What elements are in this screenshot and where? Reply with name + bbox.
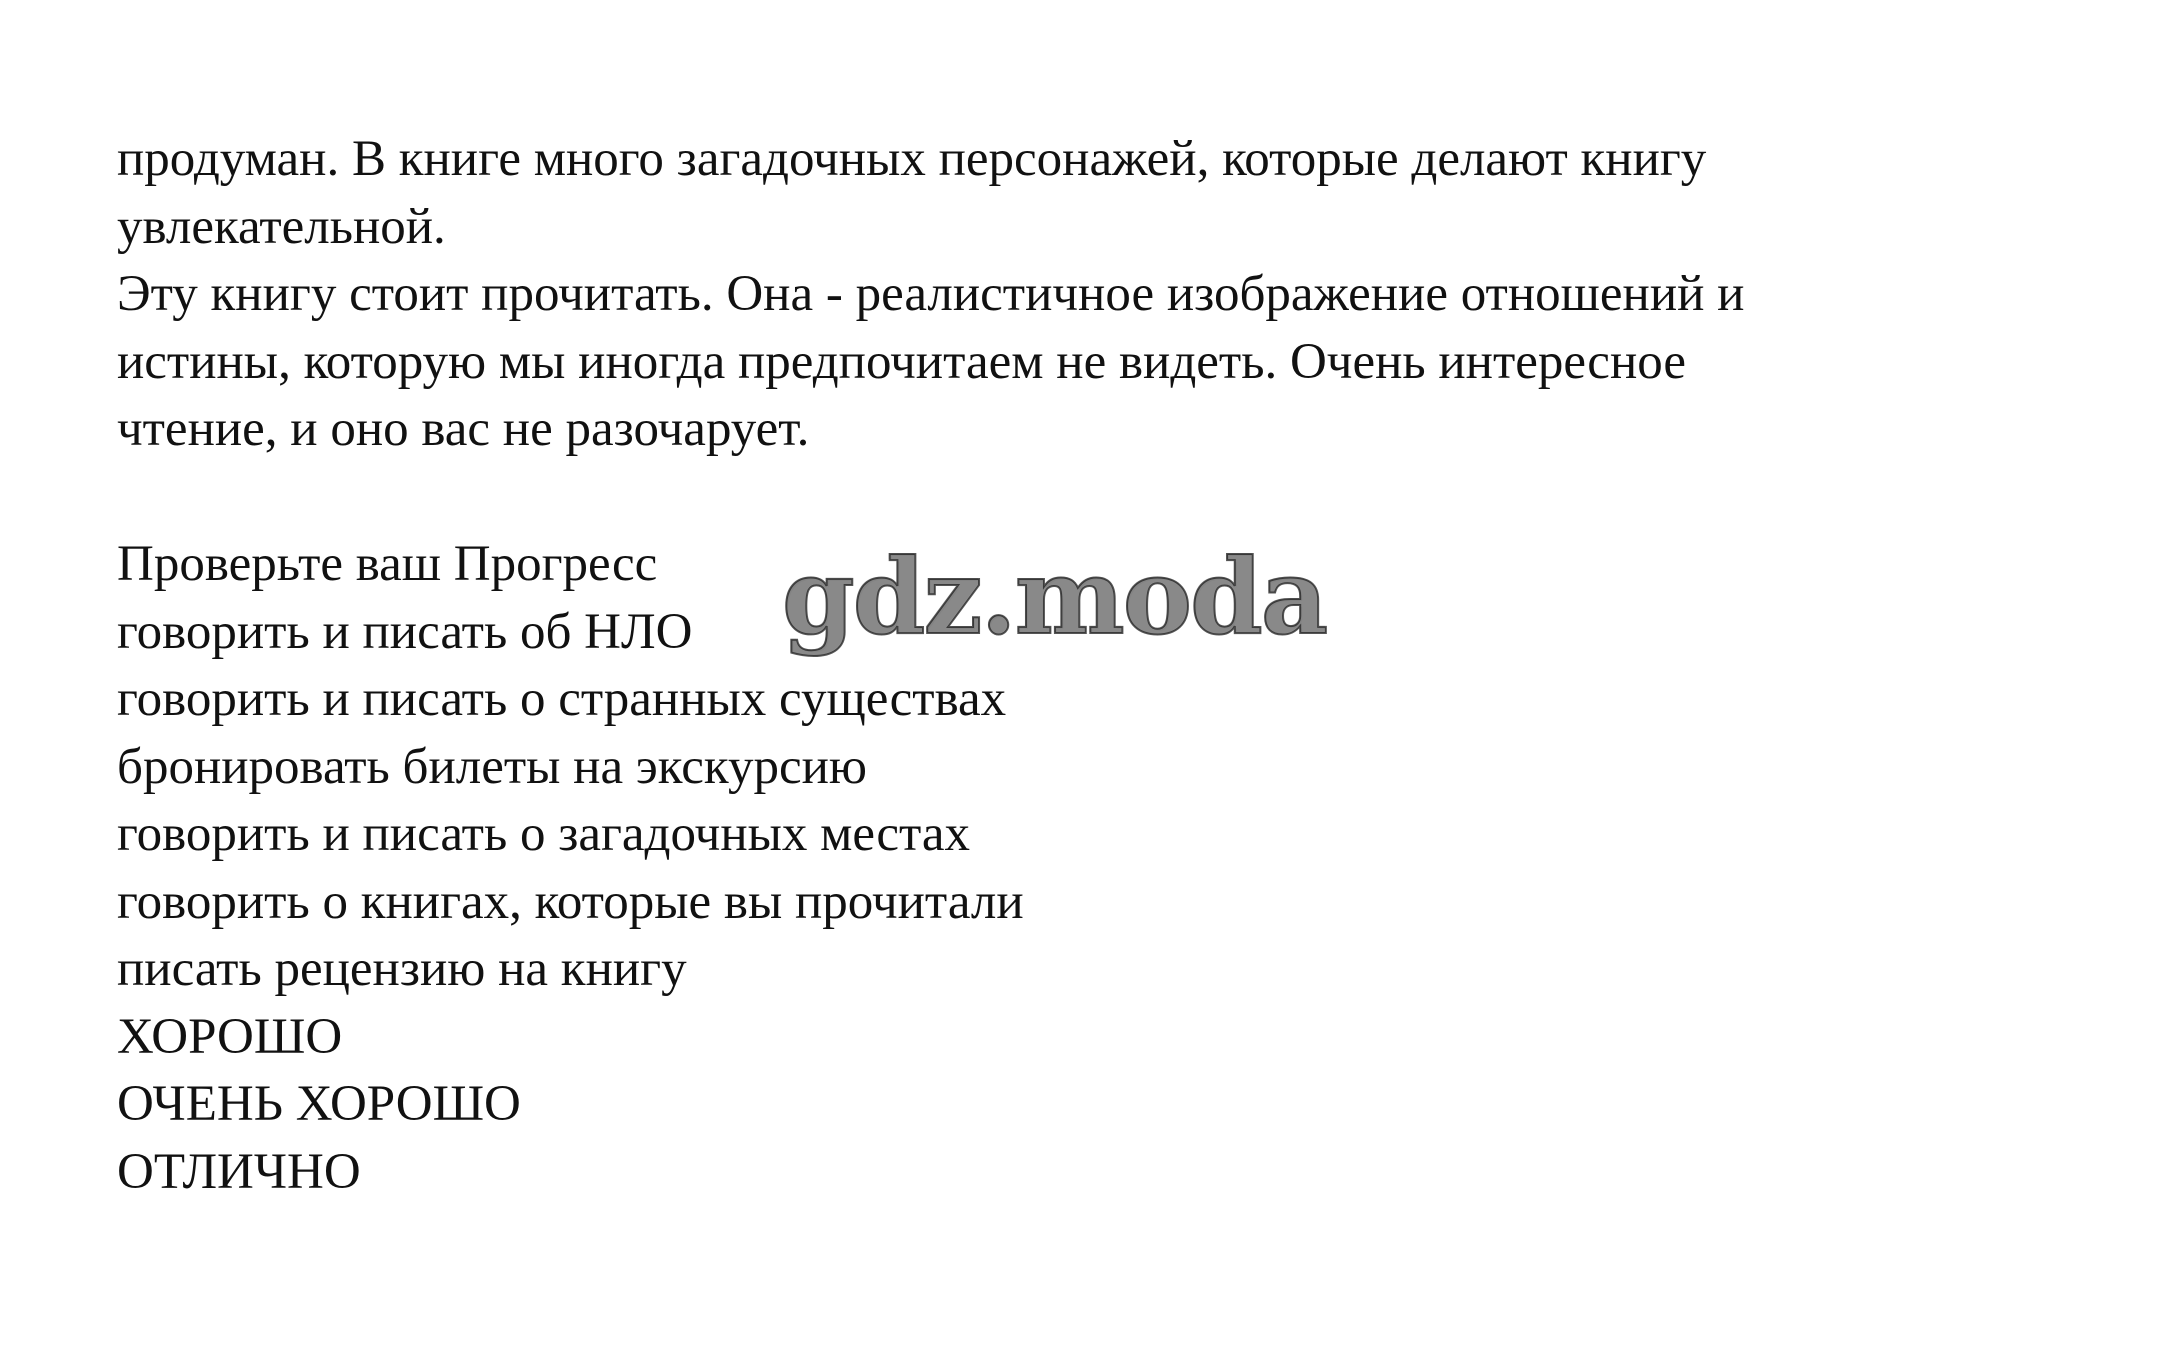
- review-line: истины, которую мы иногда предпочитаем не видеть. Очень интересное: [117, 333, 1686, 390]
- progress-item: писать рецензию на книгу: [117, 941, 687, 997]
- rating-excellent: ОТЛИЧНО: [117, 1143, 361, 1200]
- progress-item: говорить о книгах, которые вы прочитали: [117, 873, 1024, 930]
- progress-item: говорить и писать о странных существах: [117, 671, 1007, 727]
- progress-item: говорить и писать об НЛО: [117, 603, 693, 660]
- document-text: [117, 126, 2097, 1206]
- review-line: продуман. В книге много загадочных персонажей, которые делают книгу: [117, 131, 1707, 187]
- progress-item: говорить и писать о загадочных местах: [117, 806, 971, 862]
- rating-very-good: ОЧЕНЬ ХОРОШО: [117, 1076, 521, 1132]
- watermark-logo: gdz.moda: [782, 535, 1327, 658]
- review-line: чтение, и оно вас не разочарует.: [117, 401, 810, 457]
- paragraph-spacer: [117, 464, 2097, 532]
- review-line: увлекательной.: [117, 198, 446, 255]
- progress-title: Проверьте ваш Прогресс: [117, 536, 658, 592]
- rating-good: ХОРОШО: [117, 1008, 343, 1065]
- progress-item: бронировать билеты на экскурсию: [117, 738, 867, 795]
- review-line: Эту книгу стоит прочитать. Она - реалистичное изображение отношений и: [117, 266, 1745, 322]
